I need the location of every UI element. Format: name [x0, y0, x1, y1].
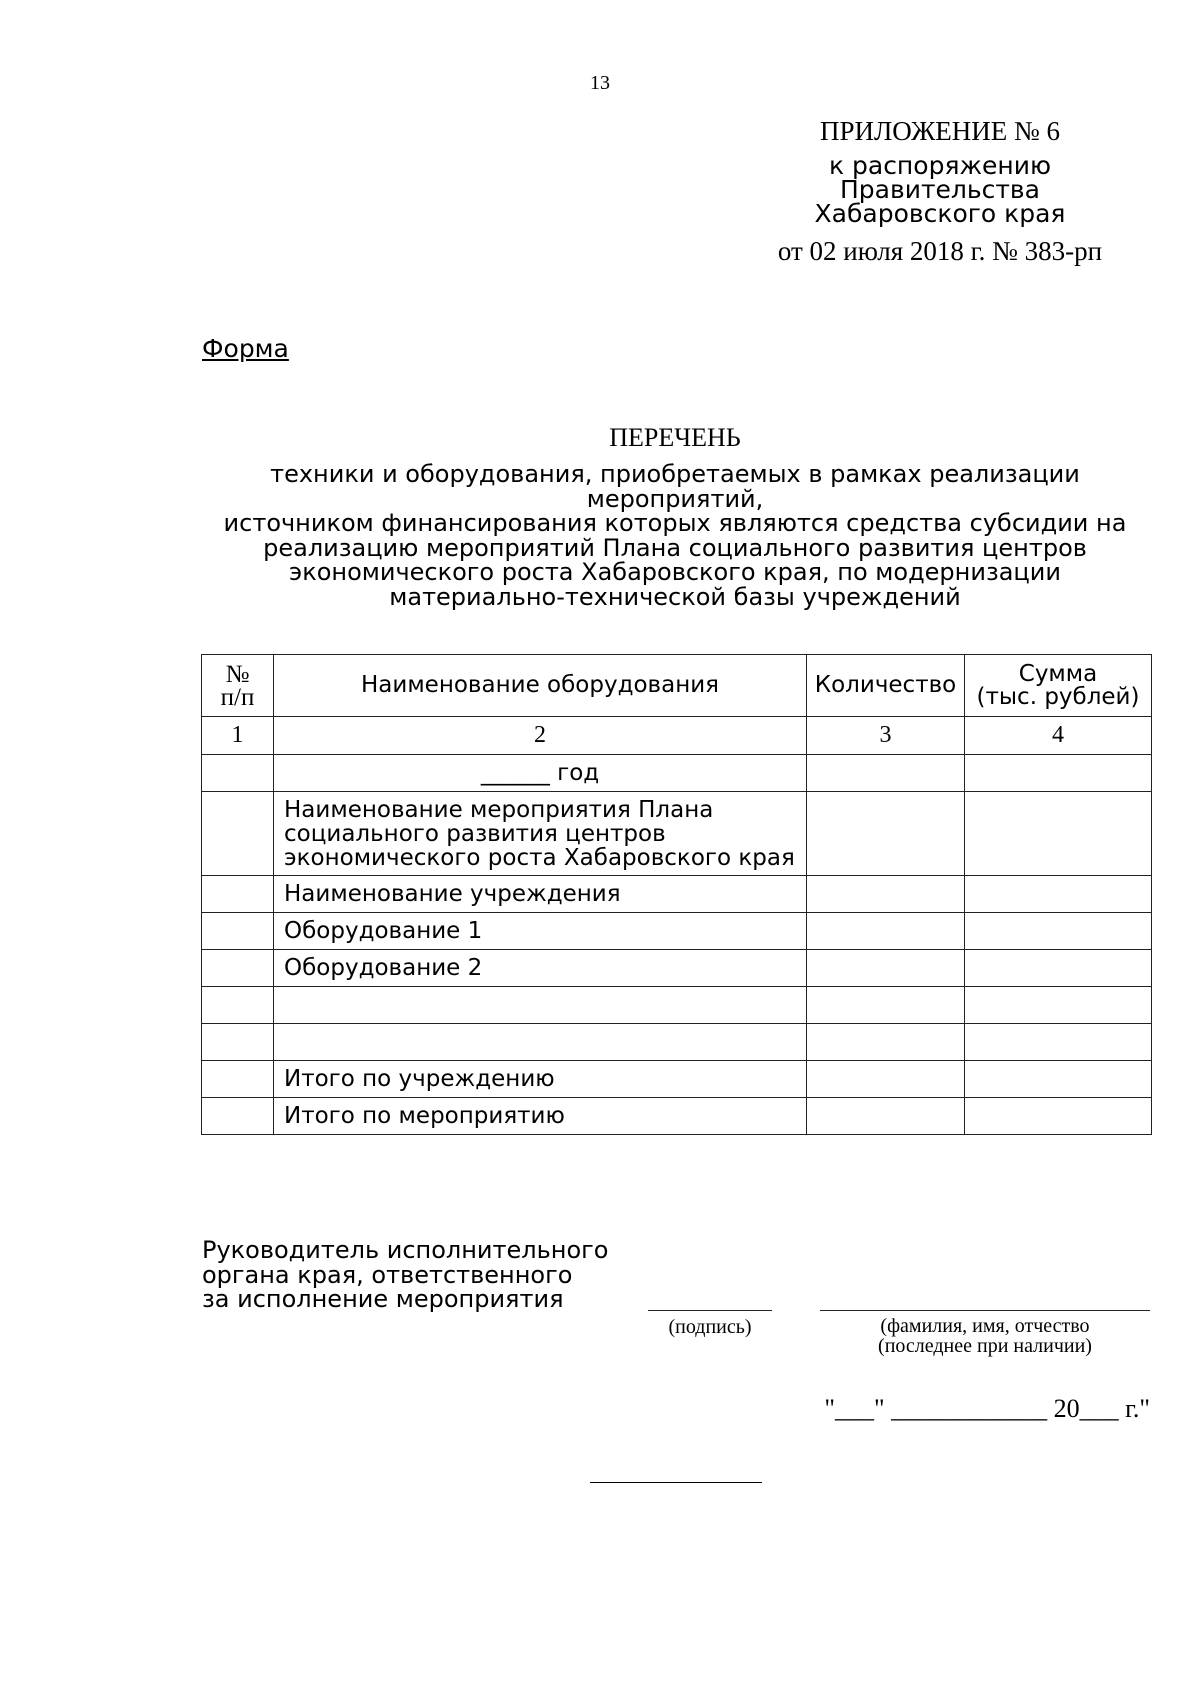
header-num [202, 655, 274, 717]
cell-sum [965, 1061, 1152, 1098]
table-row [202, 1061, 1152, 1098]
cell-name: Итого по учреждению [274, 1061, 807, 1098]
cell-year: ______ год [274, 755, 807, 792]
cell-num [202, 950, 274, 987]
table-row [202, 913, 1152, 950]
cell-qty [807, 876, 965, 913]
cell-qty [807, 913, 965, 950]
table-row [202, 792, 1152, 876]
table-row [202, 755, 1152, 792]
cell-qty [807, 1061, 965, 1098]
header-num-abbrev: п/п [220, 683, 255, 711]
cell-sum [965, 950, 1152, 987]
appendix-date: от 02 июля 2018 г. № 383-рп [777, 236, 1103, 266]
cell-qty [807, 987, 965, 1024]
table-header-row [202, 655, 1152, 717]
column-number: 3 [807, 717, 965, 755]
cell-name [274, 792, 807, 876]
header-sum-unit: (тыс. рублей) [976, 683, 1140, 710]
cell-num [202, 1098, 274, 1135]
signatory-block [202, 1238, 608, 1312]
signatory-line: за исполнение мероприятия [202, 1285, 564, 1313]
subtitle-line: реализацию мероприятий Плана социального развития центров [263, 533, 1087, 562]
subtitle-line: экономического роста Хабаровского края, по модернизации [289, 558, 1061, 586]
cell-qty [807, 792, 965, 876]
appendix-line-3: Хабаровского края [814, 199, 1066, 228]
cell-sum [965, 987, 1152, 1024]
cell-num [202, 876, 274, 913]
header-name: Наименование оборудования [274, 655, 807, 717]
cell-name-line: Наименование мероприятия Плана [284, 796, 714, 823]
page-number: 13 [590, 72, 610, 94]
signatory-line: органа края, ответственного [202, 1260, 573, 1289]
table-row [202, 1098, 1152, 1135]
column-number-row [202, 717, 1152, 755]
subtitle-line: техники и оборудования, приобретаемых в рамках реализации мероприятий, [270, 460, 1080, 513]
appendix-line-1: к распоряжению [828, 151, 1052, 180]
header-num-symbol: № [225, 660, 250, 688]
list-subtitle [190, 462, 1160, 609]
fio-label-line: (фамилия, имя, отчество [880, 1315, 1090, 1337]
cell-num [202, 1024, 274, 1061]
cell-qty [807, 950, 965, 987]
form-label: Форма [202, 334, 289, 363]
cell-num [202, 755, 274, 792]
cell-num [202, 987, 274, 1024]
cell-name [274, 1024, 807, 1061]
appendix-block [720, 114, 1160, 268]
cell-sum [965, 792, 1152, 876]
cell-sum [965, 1024, 1152, 1061]
column-number: 4 [965, 717, 1152, 755]
cell-name: Оборудование 2 [274, 950, 807, 987]
fio-blank-line [820, 1310, 1150, 1311]
cell-name-line: экономического роста Хабаровского края [284, 844, 795, 871]
cell-sum [965, 913, 1152, 950]
fio-label [820, 1316, 1150, 1356]
appendix-line-2: Правительства [840, 175, 1040, 204]
cell-qty [807, 755, 965, 792]
cell-name: Наименование учреждения [274, 876, 807, 913]
cell-qty [807, 1024, 965, 1061]
cell-sum [965, 755, 1152, 792]
list-title: ПЕРЕЧЕНЬ [609, 423, 741, 452]
bottom-rule [590, 1482, 762, 1483]
header-sum [965, 655, 1152, 717]
cell-num [202, 1061, 274, 1098]
table-row [202, 950, 1152, 987]
cell-sum [965, 1098, 1152, 1135]
header-qty: Количество [807, 655, 965, 717]
cell-name: Оборудование 1 [274, 913, 807, 950]
cell-qty [807, 1098, 965, 1135]
appendix-title: ПРИЛОЖЕНИЕ № 6 [819, 116, 1061, 146]
cell-name-line: социального развития центров [284, 820, 666, 847]
table-row [202, 876, 1152, 913]
equipment-table [201, 654, 1152, 1135]
column-number: 1 [202, 717, 274, 755]
signature-label: (подпись) [668, 1316, 752, 1338]
subtitle-line: материально-технической базы учреждений [389, 582, 961, 611]
signature-blank-line [648, 1310, 772, 1311]
date-line: "___" ____________ 20___ г." [824, 1394, 1150, 1423]
table-row [202, 987, 1152, 1024]
cell-sum [965, 876, 1152, 913]
cell-name [274, 987, 807, 1024]
table-row [202, 1024, 1152, 1061]
signatory-line: Руководитель исполнительного [202, 1236, 609, 1264]
cell-num [202, 792, 274, 876]
cell-name: Итого по мероприятию [274, 1098, 807, 1135]
cell-num [202, 913, 274, 950]
header-sum-title: Сумма [1018, 660, 1098, 687]
subtitle-line: источником финансирования которых являются средства субсидии на [223, 509, 1127, 537]
column-number: 2 [274, 717, 807, 755]
fio-label-line: (последнее при наличии) [878, 1335, 1092, 1357]
